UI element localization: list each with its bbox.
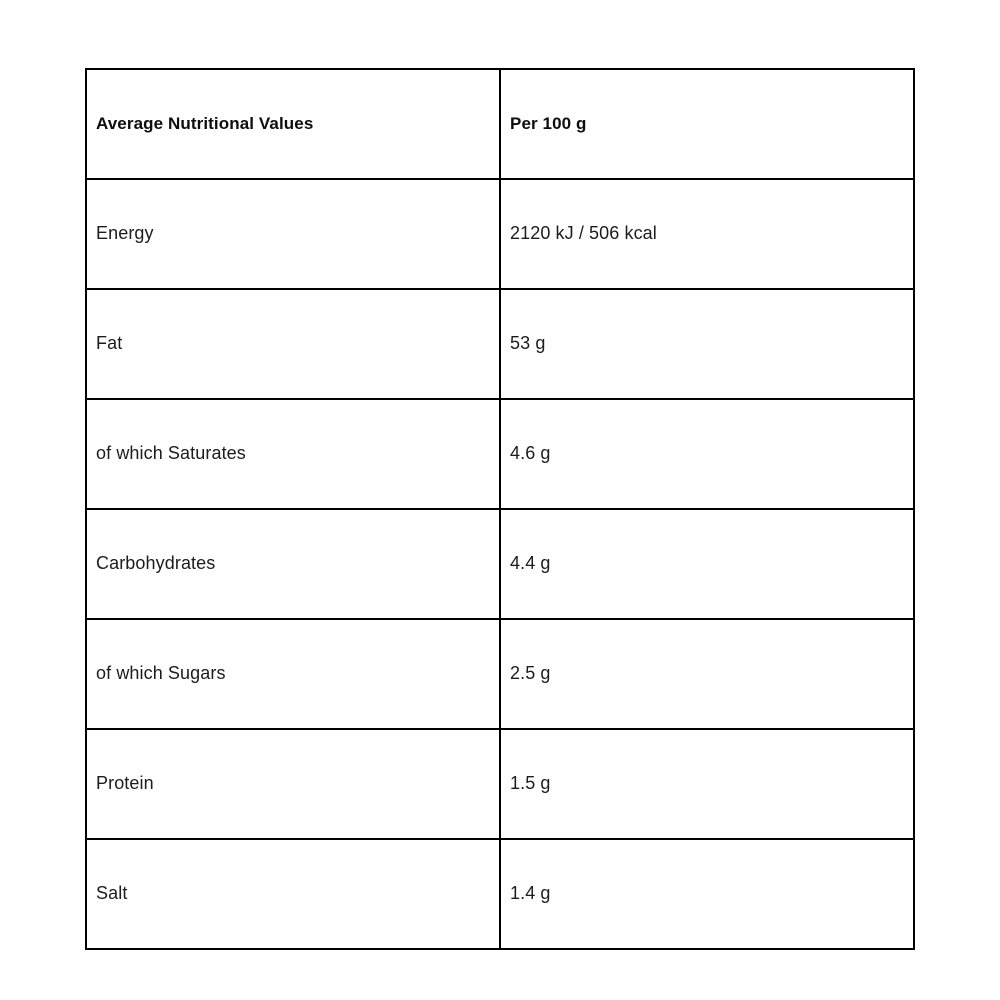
nutrient-name: of which Sugars <box>86 619 500 729</box>
nutrient-value: 2120 kJ / 506 kcal <box>500 179 914 289</box>
nutrient-name: Salt <box>86 839 500 949</box>
column-header-nutrients: Average Nutritional Values <box>86 69 500 179</box>
nutrient-name: Protein <box>86 729 500 839</box>
nutrient-name: of which Saturates <box>86 399 500 509</box>
nutrient-value: 4.6 g <box>500 399 914 509</box>
table-row-protein <box>86 729 914 839</box>
column-header-per-100g: Per 100 g <box>500 69 914 179</box>
header-row <box>86 69 914 179</box>
nutrient-value: 2.5 g <box>500 619 914 729</box>
table-row-saturates <box>86 399 914 509</box>
table-row-salt <box>86 839 914 949</box>
nutrient-value: 1.5 g <box>500 729 914 839</box>
nutrient-value: 4.4 g <box>500 509 914 619</box>
nutrient-name: Energy <box>86 179 500 289</box>
nutrient-value: 53 g <box>500 289 914 399</box>
nutrient-value: 1.4 g <box>500 839 914 949</box>
nutrition-table <box>85 68 915 950</box>
table-row-sugars <box>86 619 914 729</box>
table-row-carbohydrates <box>86 509 914 619</box>
table-row-fat <box>86 289 914 399</box>
table-row-energy <box>86 179 914 289</box>
nutrient-name: Carbohydrates <box>86 509 500 619</box>
nutrient-name: Fat <box>86 289 500 399</box>
